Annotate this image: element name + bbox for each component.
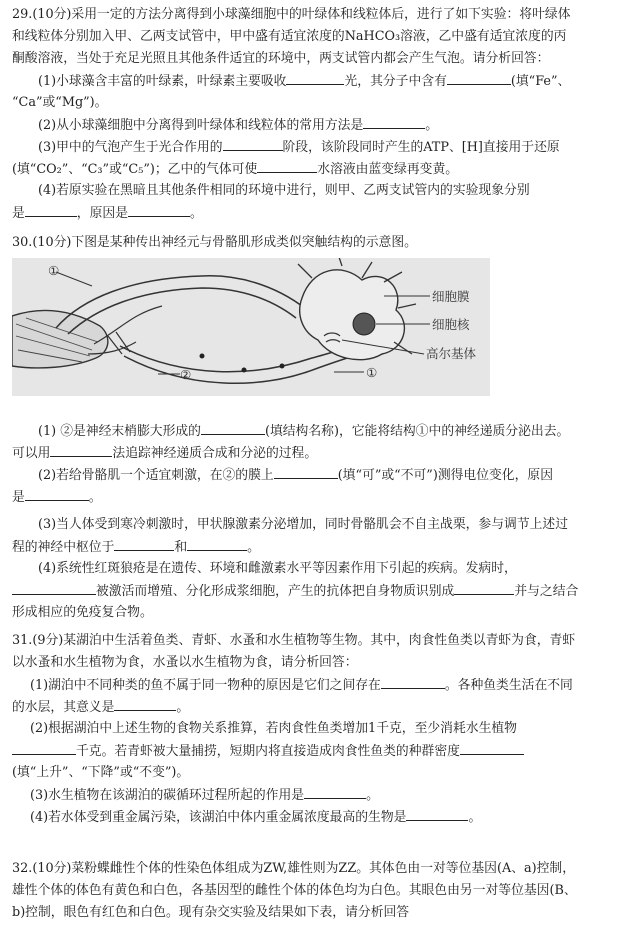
q29-part-3-text: 阶段，该阶段同时产生的ATP、[H]直接用于还原: [282, 140, 560, 155]
q29-part-3-text: (3)甲中的气泡产生于光合作用的: [38, 140, 223, 155]
q31-part-2-cont: [12, 740, 619, 762]
q29-part-2-text: (2)从小球藻细胞中分离得到叶绿体和线粒体的常用方法是: [38, 118, 364, 133]
answer-blank[interactable]: [460, 740, 524, 755]
pointer-line: [56, 272, 92, 286]
q30-part-1-cont: [12, 442, 619, 464]
q31-part-1-text: (1)湖泊中不同种类的鱼不属于同一物种的原因是它们之间存在: [30, 678, 381, 693]
q31-part-2: (2)根据湖泊中上述生物的食物关系推算，若肉食性鱼类增加1千克，至少消耗水生植物: [30, 721, 517, 736]
q30-part-1-text: (1) ②是神经末梢膨大形成的: [38, 424, 201, 439]
q29-part-4-text: 。: [189, 206, 203, 221]
vesicle: [200, 354, 205, 359]
q29-part-2-text: 。: [425, 118, 439, 133]
answer-blank[interactable]: [304, 784, 366, 799]
q31-part-3-text: 。: [366, 788, 379, 803]
figure-label-3: ①: [366, 365, 378, 380]
q29-part-3: [12, 136, 619, 158]
q32-stem-line-3: b)控制，眼色有红色和白色。现有杂交实验及结果如下表，请分析回答: [12, 905, 410, 920]
answer-blank[interactable]: [201, 420, 265, 435]
q31-part-2-text: 千克。若青虾被大量捕捞，短期内将直接造成肉食性鱼类的种群密度: [76, 744, 460, 759]
q32-stem-line-2: 雄性个体的体色有黄色和白色，各基因型的雌性个体的体色均为白色。其眼色由另一对等位基因(B、: [12, 883, 577, 898]
figure-label-golgi: 高尔基体: [426, 346, 477, 361]
q30-part-1-text: 法追踪神经递质合成和分泌的过程。: [112, 446, 318, 461]
q29-part-4: (4)若原实验在黑暗且其他条件相同的环境中进行，则甲、乙两支试管内的实验现象分别: [38, 183, 530, 198]
q30-part-4-cont: [12, 580, 619, 602]
synapse-diagram: [12, 258, 490, 396]
q29-part-3-text: (填“CO₂”、“C₃”或“C₅”)；乙中的气体可使: [12, 162, 258, 177]
figure-label-cell-membrane: 细胞膜: [432, 289, 470, 304]
q30-part-4-text: 并与之结合: [514, 584, 579, 599]
answer-blank[interactable]: [25, 486, 89, 501]
axon-branch-line: [94, 306, 162, 344]
answer-blank[interactable]: [50, 442, 112, 457]
question-31: [12, 630, 619, 828]
answer-blank[interactable]: [25, 202, 77, 217]
figure-label-1: ①: [48, 263, 60, 278]
answer-blank[interactable]: [257, 158, 317, 173]
figure-label-nucleus: 细胞核: [432, 317, 470, 332]
q30-part-2-cont: [12, 486, 619, 508]
answer-blank[interactable]: [447, 70, 511, 85]
answer-blank[interactable]: [187, 536, 247, 551]
q30-part-2-text: (2)若给骨骼肌一个适宜刺激，在②的膜上: [38, 468, 274, 483]
q29-part-3-cont: [12, 158, 619, 180]
q31-part-3-text: (3)水生植物在该湖泊的碳循环过程所起的作用是: [30, 788, 305, 803]
q30-part-3-text: 和: [174, 540, 188, 555]
question-32: [12, 858, 619, 924]
q29-part-4-cont: [12, 202, 619, 224]
answer-blank[interactable]: [381, 674, 445, 689]
q31-part-3: [12, 784, 619, 806]
synapse-figure: [12, 258, 490, 396]
q30-part-3-text: 。: [247, 540, 260, 555]
q29-stem-line-3: 酮酸溶液，当处于充足光照且其他条件适宜的环境中，两支试管内都会产生气泡。请分析回答：: [12, 51, 550, 66]
q30-part-2-text: 。: [88, 490, 102, 505]
answer-blank[interactable]: [223, 136, 283, 151]
q29-stem-line-2: 和线粒体分别加入甲、乙两支试管中，甲中盛有适宜浓度的NaHCO₃溶液，乙中盛有适宜浓度的丙: [12, 29, 567, 44]
answer-blank[interactable]: [12, 580, 96, 595]
q31-part-4-text: 。: [468, 810, 482, 825]
q31-part-4: [12, 806, 619, 828]
q30-part-4-cont-2: 形成相应的免疫复合物。: [12, 605, 153, 620]
q29-part-1-text: (填“Fe”、: [510, 74, 571, 89]
axon-outer-line: [56, 276, 312, 328]
q29-part-4-text: ，原因是: [76, 206, 128, 221]
q31-part-1-text: 的水层，其意义是: [12, 700, 115, 715]
q31-part-1: [12, 674, 619, 696]
question-30-title: [12, 232, 619, 254]
q31-part-1-text: 。各种鱼类生活在不同: [444, 678, 573, 693]
answer-blank[interactable]: [12, 740, 76, 755]
q30-part-4: (4)系统性红斑狼疮是在遗传、环境和雌激素水平等因素作用下引起的疾病。发病时，: [38, 561, 517, 576]
cell-nucleus: [353, 313, 375, 335]
question-30-parts: [12, 420, 619, 624]
q29-part-2: [12, 114, 619, 136]
answer-blank[interactable]: [128, 202, 190, 217]
q29-part-3-text: 水溶液由蓝变绿再变黄。: [317, 162, 459, 177]
q30-part-3: (3)当人体受到寒冷刺激时，甲状腺激素分泌增加，同时骨骼肌会不自主战栗，参与调节上述过: [38, 517, 569, 532]
q31-part-4-text: (4)若水体受到重金属污染，该湖泊中体内重金属浓度最高的生物是: [30, 810, 407, 825]
q30-part-1-text: 可以用: [12, 446, 51, 461]
answer-blank[interactable]: [114, 696, 176, 711]
q30-stem: 30.(10分)下图是某种传出神经元与骨骼肌形成类似突触结构的示意图。: [12, 235, 417, 250]
q30-part-1: [12, 420, 619, 442]
cell-body: [300, 270, 405, 360]
q30-part-3-text: 程的神经中枢位于: [12, 540, 115, 555]
q29-part-4-text: 是: [12, 206, 25, 221]
answer-blank[interactable]: [363, 114, 425, 129]
answer-blank[interactable]: [406, 806, 468, 821]
q30-part-2-text: (填“可”或“不可”)测得电位变化，原因: [337, 468, 553, 483]
q32-stem-line-1: 32.(10分)菜粉蝶雌性个体的性染色体组成为ZW,雄性则为ZZ。其体色由一对等位基因(A、a)控制，: [12, 861, 576, 876]
answer-blank[interactable]: [274, 464, 338, 479]
answer-blank[interactable]: [114, 536, 174, 551]
answer-blank[interactable]: [286, 70, 344, 85]
vesicle: [280, 364, 285, 369]
q29-part-1-text: 光，其分子中含有: [344, 74, 447, 89]
q29-part-1: [12, 70, 619, 92]
question-29: [12, 4, 619, 224]
q29-part-1-text: (1)小球藻含丰富的叶绿素，叶绿素主要吸收: [38, 74, 287, 89]
q30-part-4-text: 被激活而增殖、分化形成浆细胞，产生的抗体把自身物质识别成: [96, 584, 455, 599]
q29-part-1-cont: “Ca”或“Mg”)。: [12, 95, 108, 110]
q31-part-1-text: 。: [176, 700, 190, 715]
q31-stem-line-1: 31.(9分)某湖泊中生活着鱼类、青虾、水蚤和水生植物等生物。其中，肉食性鱼类以青虾为食，青虾: [12, 633, 576, 648]
q31-part-2-cont-2: (填“上升”、“下降”或“不变”)。: [12, 765, 190, 780]
q30-part-2: [12, 464, 619, 486]
q29-stem-line-1: 29.(10分)采用一定的方法分离得到小球藻细胞中的叶绿体和线粒体后，进行了如下实验：将叶绿体: [12, 7, 571, 22]
vesicle: [242, 368, 247, 373]
q30-part-2-text: 是: [12, 490, 25, 505]
q31-stem-line-2: 以水蚤和水生植物为食，水蚤以水生植物为食，请分析回答：: [12, 655, 358, 670]
answer-blank[interactable]: [454, 580, 514, 595]
figure-label-2: ②: [180, 367, 192, 382]
q30-part-3-cont: [12, 536, 619, 558]
q30-part-1-text: (填结构名称)，它能将结构①中的神经递质分泌出去。: [264, 424, 570, 439]
q31-part-1-cont: [12, 696, 619, 718]
